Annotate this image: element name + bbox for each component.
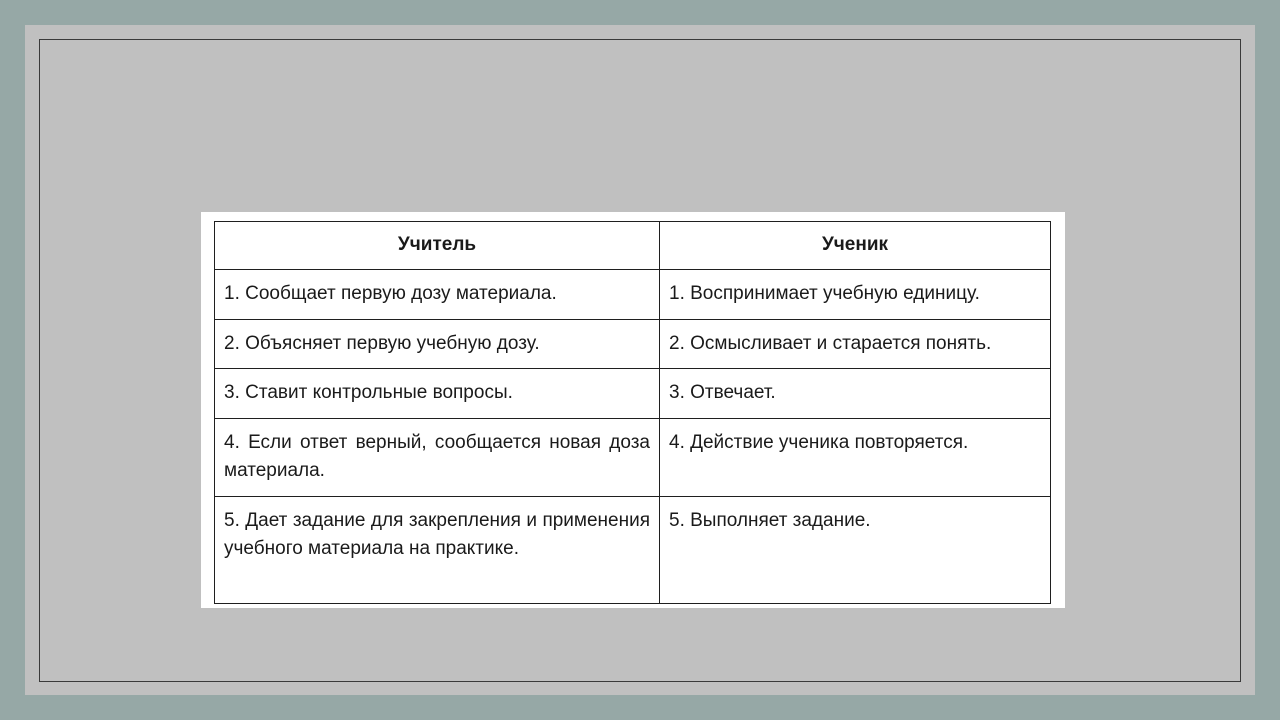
teacher-cell: 5. Дает задание для закрепления и применения учебного материала на практике. (215, 496, 660, 603)
table-row (215, 319, 1051, 369)
teacher-student-table (214, 221, 1051, 604)
table-header-row (215, 222, 1051, 270)
student-cell: 3. Отвечает. (660, 369, 1051, 419)
table-row (215, 369, 1051, 419)
teacher-cell: 1. Сообщает первую дозу материала. (215, 270, 660, 320)
teacher-cell: 4. Если ответ верный, сообщается новая доза материала. (215, 418, 660, 496)
table-row (215, 270, 1051, 320)
header-student: Ученик (660, 222, 1051, 270)
table-row (215, 496, 1051, 603)
teacher-cell: 2. Объясняет первую учебную дозу. (215, 319, 660, 369)
slide (25, 25, 1255, 695)
student-cell: 5. Выполняет задание. (660, 496, 1051, 603)
student-cell: 2. Осмысливает и старается понять. (660, 319, 1051, 369)
teacher-cell: 3. Ставит контрольные вопросы. (215, 369, 660, 419)
table-row (215, 418, 1051, 496)
student-cell: 1. Воспринимает учебную единицу. (660, 270, 1051, 320)
table-image (201, 212, 1065, 608)
student-cell: 4. Действие ученика повторяется. (660, 418, 1051, 496)
header-teacher: Учитель (215, 222, 660, 270)
